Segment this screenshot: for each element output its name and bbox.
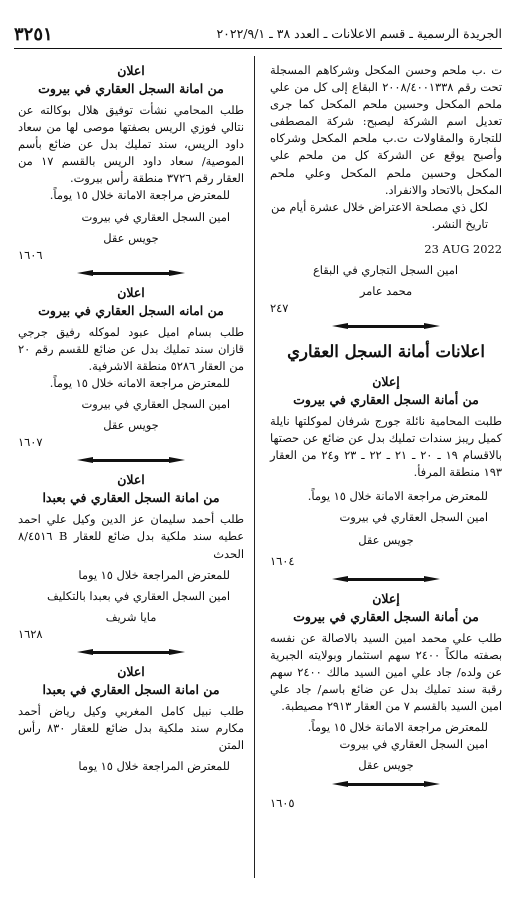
- ad-label: اعلان: [117, 63, 145, 78]
- ad-heading: من امانة السجل العقاري في بعبدا: [42, 490, 220, 506]
- ad-label: إعلان: [372, 374, 400, 390]
- header-rule: [14, 48, 502, 49]
- ad-signatory: امين السجل العقاري في بيروت: [81, 397, 230, 412]
- ad-block: [270, 373, 502, 586]
- ad-block: [270, 590, 502, 812]
- ad-signatory: امين السجل العقاري في بيروت: [339, 509, 488, 524]
- ad-heading: من امانه السجل العقاري في بيروت: [38, 302, 224, 318]
- column-divider: [254, 56, 255, 878]
- ad-objection: للمعترض مراجعة الامانة خلال ١٥ يوماً.: [307, 720, 488, 735]
- ad-label: اعلان: [117, 472, 145, 488]
- ad-heading: من امانة السجل العقاري في بعبدا: [42, 681, 220, 697]
- ad-signatory: امين السجل العقاري في بيروت: [339, 737, 488, 752]
- ad-signatory-name: جويس عقل: [358, 532, 414, 547]
- ad-signatory: امين السجل العقاري في بيروت: [81, 209, 230, 224]
- announcement-date: 23 AUG 2022: [424, 241, 502, 256]
- ad-number: ١٦٠٦: [18, 247, 43, 262]
- page-header: [14, 26, 502, 48]
- ad-signatory-name: جويس عقل: [103, 418, 159, 433]
- ad-body: طلبت المحامية نائلة جورج شرفان لموكلتها نايلة كميل ريبز سندات تمليك بدل عن ضائع عن حصتها بالاقسام ١٩ ـ ٢٠ ـ ٢١ ـ ٢٢ ـ ٢٣ و٢٤ من العقار ١٩٣ منطقة المرفأ.: [270, 414, 502, 480]
- ad-label: إعلان: [372, 590, 400, 606]
- separator: [18, 645, 244, 659]
- ad-label: اعلان: [117, 284, 145, 300]
- separator: [270, 572, 502, 586]
- ad-number: ١٦٠٤: [270, 553, 295, 568]
- ad-body: طلب أحمد سليمان عز الدين وكيل علي احمد عطيه سند ملكية بدل ضائع للعقار B ٨/٤٥١٦ الحدث: [18, 512, 244, 561]
- registrar-name: محمد عامر: [359, 284, 413, 299]
- ad-signatory-name: جويس عقل: [103, 230, 159, 245]
- ad-objection: للمعترض المراجعة خلال ١٥ يوما: [78, 759, 230, 774]
- ad-heading: من أمانة السجل العقاري في بيروت: [293, 608, 479, 624]
- ad-label: اعلان: [117, 663, 145, 679]
- ad-body: طلب نبيل كامل المغربي وكيل رياض أحمد مكارم سند ملكية بدل ضائع للعقار ٨٣٠ رأس المتن: [18, 703, 244, 753]
- ad-number: ١٦٠٥: [270, 795, 295, 810]
- separator: [18, 453, 244, 467]
- ad-objection: للمعترض مراجعة الامانه خلال ١٥ يوماً.: [49, 376, 230, 391]
- ad-block: [18, 471, 244, 659]
- ad-number: ٢٤٧: [270, 301, 289, 316]
- ad-signatory-name: جويس عقل: [358, 758, 414, 773]
- ad-signatory-name: مايا شريف: [105, 609, 157, 624]
- objection-note: لكل ذي مصلحة الاعتراض خلال عشرة أيام من تاريخ النشر.: [270, 199, 488, 231]
- ad-signatory: امين السجل العقاري في بعبدا بالتكليف: [46, 588, 230, 603]
- header-title: الجريدة الرسمية ـ قسم الاعلانات ـ العدد ٣٨ ـ ٢٠٢٢/٩/١: [216, 26, 502, 41]
- ad-objection: للمعترض المراجعة خلال ١٥ يوما: [78, 567, 230, 582]
- ad-body: طلب المحامي نشأت توفيق هلال بوكالته عن نتالي فوزي الريس بصفتها موصى لها من سعاد داود الريس، سند تمليك بدل عن ضائع بأسم الموصية/ سعاد داود الريس بالقسم ١٧ من العقار رقم ٣٧٢٦ منطقة رأس بيروت.: [18, 103, 244, 186]
- ad-number: ١٦٢٨: [18, 626, 43, 641]
- ad-objection: للمعترض مراجعة الامانة خلال ١٥ يوماً.: [307, 488, 488, 503]
- ad-block: [18, 663, 244, 775]
- registrar-title: امين السجل التجاري في البقاع: [313, 262, 458, 277]
- ad-body: طلب علي محمد امين السيد بالاصالة عن نفسه بصفته مالكاً ٢٤٠٠ سهم استثمار وبولايته الجبرية عن ولده/ جاد علي امين السيد مالك ٢٤٠٠ سهم رقبة سند تمليك بدل عن ضائع باسم/ جاد علي امين السيد بالقسم ٧ من العقار ٢٩١٣ مصيطبة.: [270, 630, 502, 714]
- continued-paragraph: ت .ب ملحم وحسن المكحل وشركاهم المسجلة تحت رقم ٢٠٠٨/٤٠٠١٣٣٨ البقاع إلى كل من علي ملحم المكحل وحسين ملحم المكحل كما جرى تعديل اسم الشركة ليصبح: شركة المصطفى للتجارة والمقاولات ت.ب ملحم المكحل وشركاه وأصبح يوقع عن الشركة كل من ملحم علي المكحل وحسين ملحم المكحل وعلي ملحم المكحل بالاتحاد والانفراد.: [270, 63, 502, 197]
- separator: [270, 777, 502, 791]
- ad-body: طلب بسام اميل عبود لموكله رفيق جرجي قازان سند تمليك بدل عن ضائع للقسم رقم ٢٠ من العقار ٥٢٨٦ منطقة الاشرفية.: [18, 324, 244, 373]
- ad-objection: للمعترض مراجعة الامانة خلال ١٥ يوماً.: [49, 188, 230, 203]
- page-number: ٣٢٥١: [14, 24, 53, 45]
- ad-number: ١٦٠٧: [18, 435, 43, 450]
- section-title: اعلانات أمانة السجل العقاري: [287, 342, 485, 362]
- ad-heading: من امانة السجل العقاري في بيروت: [38, 81, 224, 96]
- ad-block: [18, 284, 244, 468]
- ad-heading: من أمانة السجل العقاري في بيروت: [293, 392, 479, 408]
- ad-block: [18, 62, 244, 280]
- left-column: [18, 62, 244, 775]
- right-column: [270, 62, 502, 812]
- separator: [270, 319, 502, 333]
- separator: [18, 266, 244, 280]
